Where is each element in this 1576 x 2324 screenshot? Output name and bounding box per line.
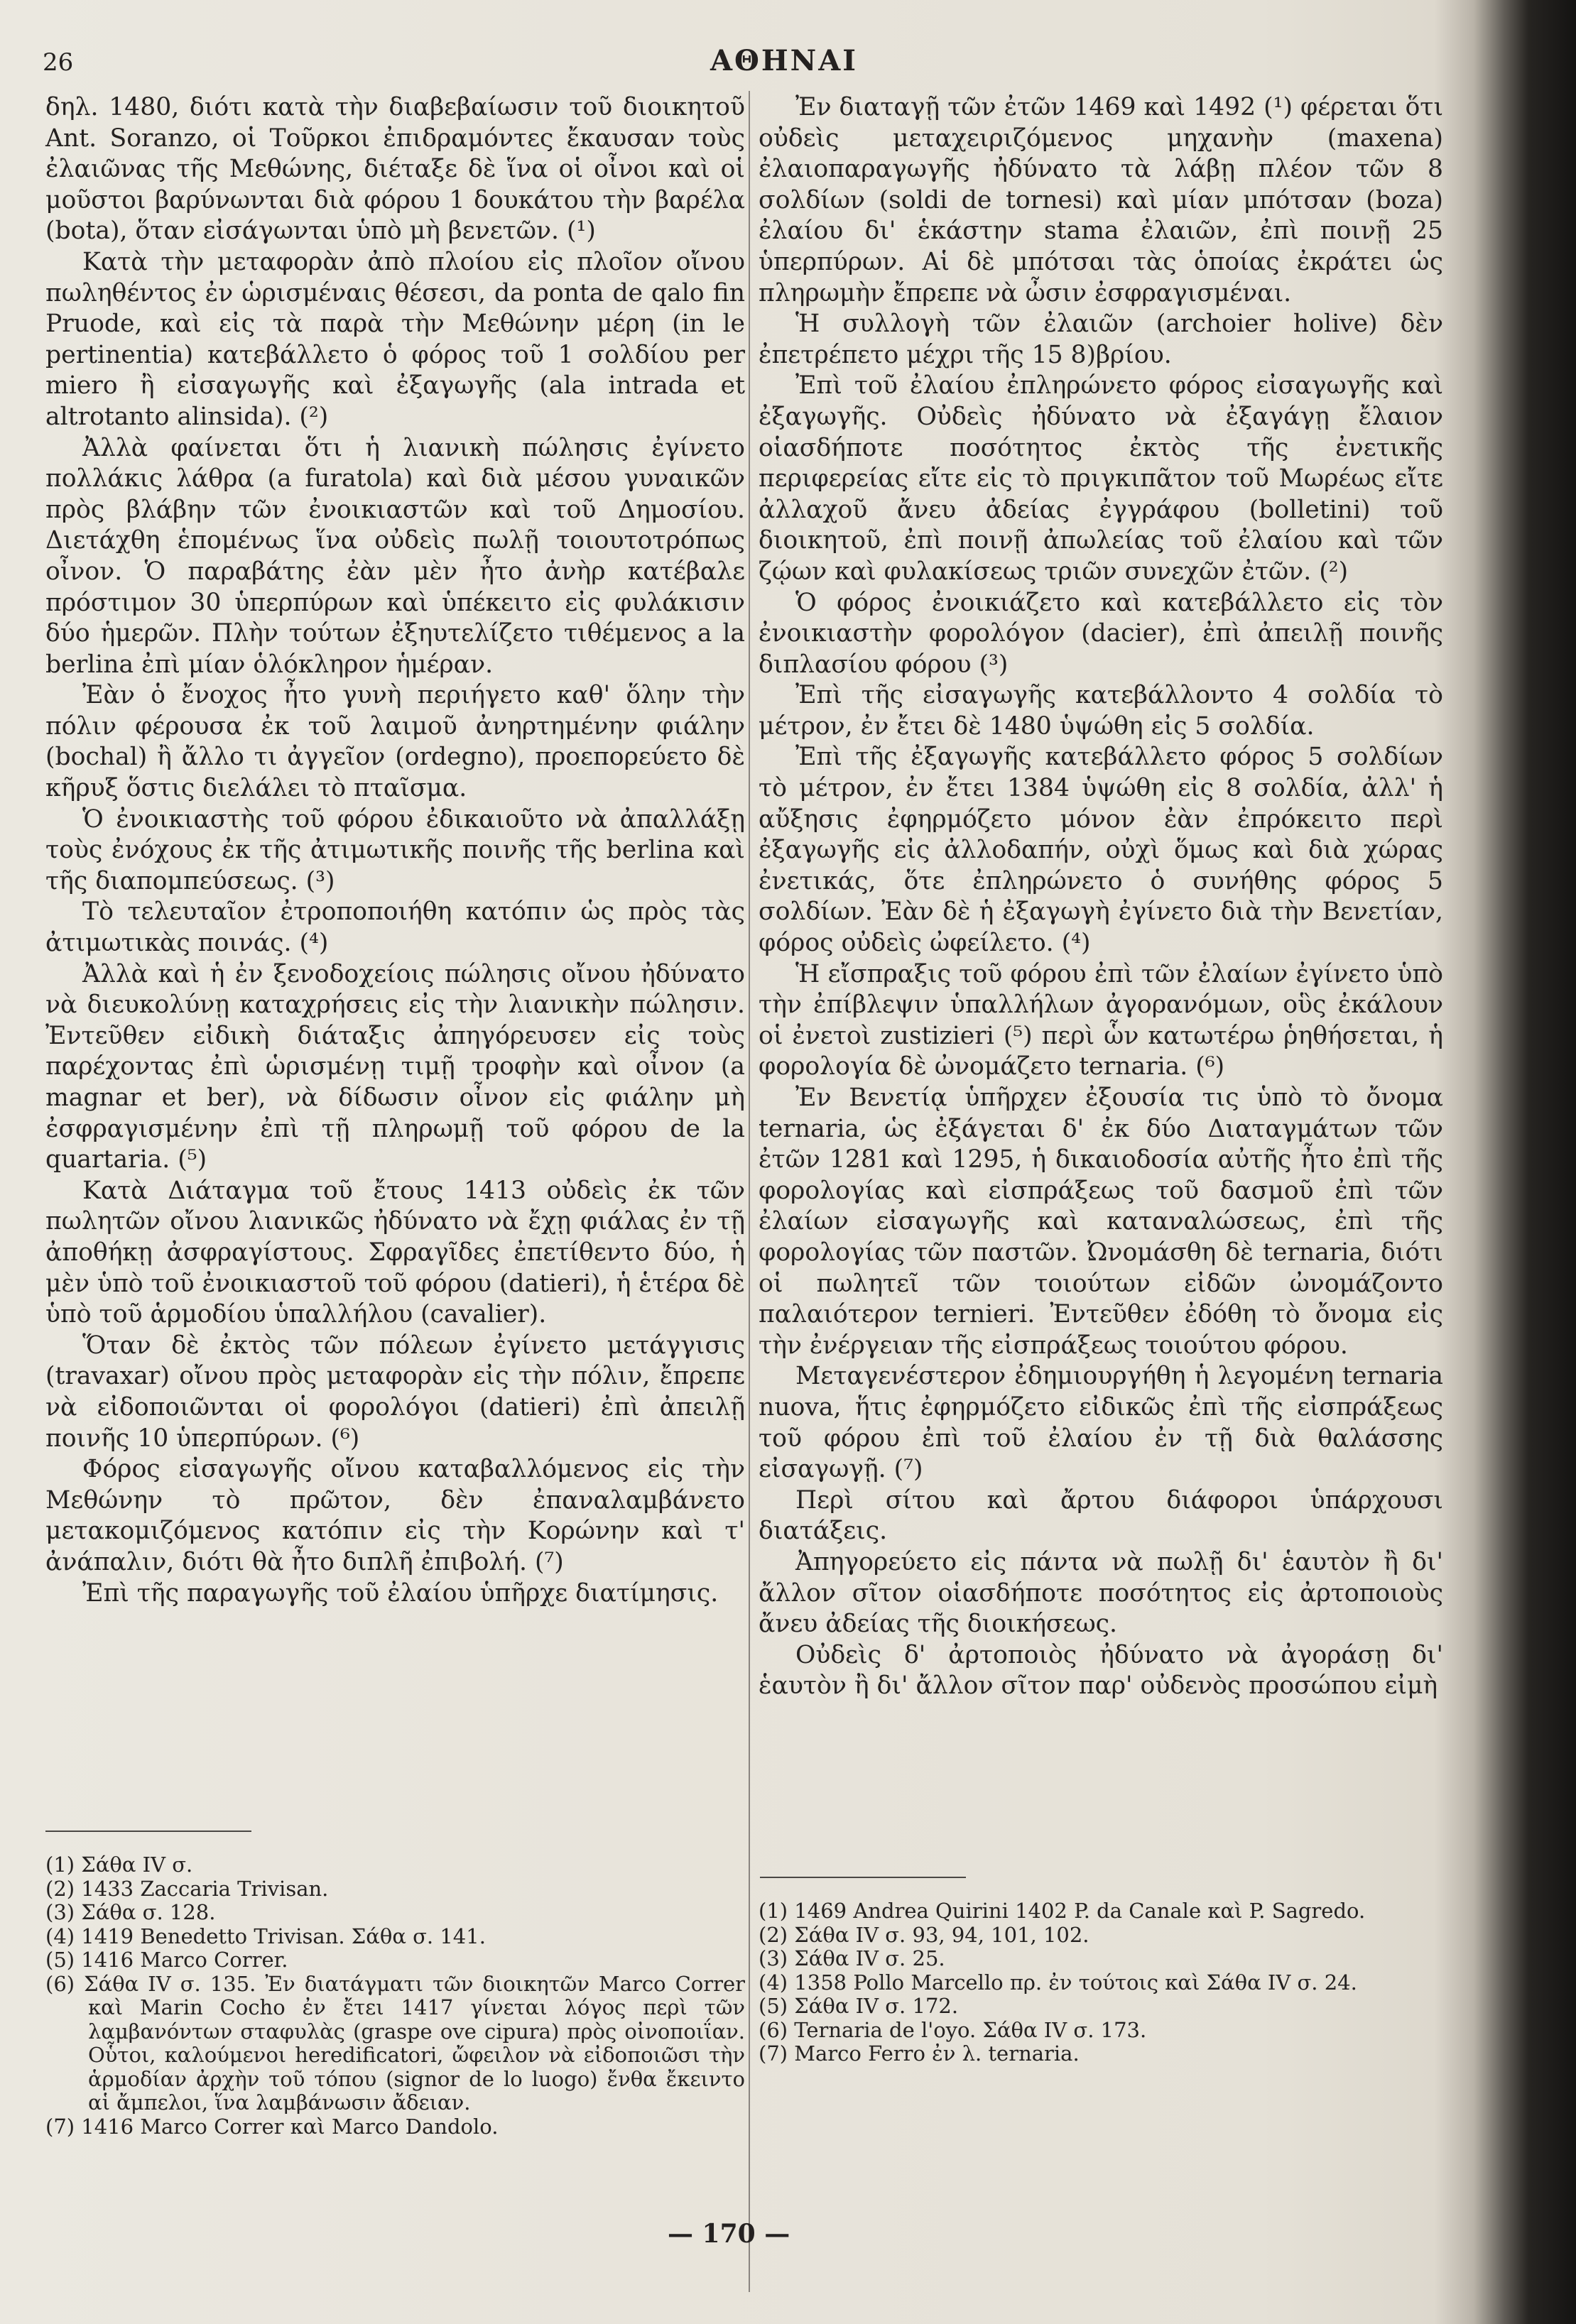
footnote: (5) Σάθα IV σ. 172. xyxy=(759,1994,959,2018)
footnote: (6) Σάθα IV σ. 135. Ἐν διατάγματι τῶν διοικητῶν Marco Correr καὶ Marin Cocho ἐν ἔτει 1417 γίνεται λόγος περὶ τῶν λαμβανόντων σταφυλὰς (graspe ove cipura) πρὸς οἰνοποιΐαν. Οὗτοι, καλούμενοι heredificatori, ὤφειλον νὰ εἰδοποιῶσι τὴν ἁρμοδίαν ἀρχὴν τοῦ τόπου (signor de lo luogo) ἔνθα ἔκειντο αἱ ἄμπελοι, ἵνα λαμβάνωσιν ἄδειαν. xyxy=(45,1971,745,2115)
footnote: (3) Σάθα IV σ. 25. xyxy=(759,1946,945,1970)
footnote: (7) Marco Ferro ἐν λ. ternaria. xyxy=(759,2041,1080,2066)
footnote: (1) Σάθα IV σ. xyxy=(45,1853,193,1877)
footnote-separator xyxy=(760,1877,966,1878)
paragraph: Ἐπὶ τῆς ἐξαγωγῆς κατεβάλλετο φόρος 5 σολδίων τὸ μέτρον, ἐν ἔτει 1384 ὑψώθη εἰς 8 σολδία, ἀλλ' ἡ αὔξησις ἐφηρμόζετο μόνον ἐὰν ἐπρόκειτο περὶ ἐξαγωγῆς εἰς ἀλλοδαπήν, οὐχὶ ὅμως καὶ διὰ χώρας ἐνετικάς, ὅτε ἐπληρώνετο ὁ συνήθης φόρος 5 σολδίων. Ἐὰν δὲ ἡ ἐξαγωγὴ ἐγίνετο διὰ τὴν Βενετίαν, φόρος οὐδεὶς ὠφείλετο. (⁴) xyxy=(759,743,1443,958)
paragraph: Κατὰ τὴν μεταφορὰν ἀπὸ πλοίου εἰς πλοῖον οἴνου πωληθέντος ἐν ὡρισμέναις θέσεσι, da ponta de qalo fin Pruode, καὶ εἰς τὰ παρὰ τὴν Μεθώνην μέρη (in le pertinentia) κατεβάλλετο ὁ φόρος τοῦ 1 σολδίου per miero ἢ εἰσαγωγῆς καὶ ἐξαγωγῆς (ala intrada et altrotanto alinsida). (²) xyxy=(45,247,745,431)
paragraph: Ὁ φόρος ἐνοικιάζετο καὶ κατεβάλλετο εἰς τὸν ἐνοικιαστὴν φορολόγον (dacier), ἐπὶ ἀπειλῇ ποινῆς διπλασίου φόρου (³) xyxy=(759,588,1443,679)
paragraph: Μεταγενέστερον ἐδημιουργήθη ἡ λεγομένη ternaria nuova, ἥτις ἐφηρμόζετο εἰδικῶς ἐπὶ τῆς εἰσπράξεως τοῦ φόρου ἐπὶ τοῦ ἐλαίου ἐν τῇ διὰ θαλάσσης εἰσαγωγῇ. (⁷) xyxy=(759,1362,1443,1484)
paragraph: Οὐδεὶς δ' ἀρτοποιὸς ἠδύνατο νὰ ἀγοράσῃ δι' ἑαυτὸν ἢ δι' ἄλλον σῖτον παρ' οὐδενὸς προσώπου εἰμὴ xyxy=(759,1640,1443,1701)
page-title: ΑΘΗΝΑΙ xyxy=(710,44,858,77)
footnote: (3) Σάθα σ. 128. xyxy=(45,1900,216,1924)
paragraph: Ἡ εἴσπραξις τοῦ φόρου ἐπὶ τῶν ἐλαίων ἐγίνετο ὑπὸ τὴν ἐπίβλεψιν ὑπαλλήλων ἀγορανόμων, οὓς ἐκάλουν οἱ ἐνετοὶ zustizieri (⁵) περὶ ὧν κατωτέρω ῥηθήσεται, ἡ φορολογία δὲ ὠνομάζετο ternaria. (⁶) xyxy=(759,959,1443,1081)
paragraph: Ἀλλὰ καὶ ἡ ἐν ξενοδοχείοις πώλησις οἴνου ἠδύνατο νὰ διευκολύνῃ καταχρήσεις εἰς τὴν λιανικὴν πώλησιν. Ἐντεῦθεν εἰδικὴ διάταξις ἀπηγόρευσεν εἰς τοὺς παρέχοντας ἐπὶ ὡρισμένῃ τιμῇ τροφὴν καὶ οἶνον (a magnar et ber), νὰ δίδωσιν οἶνον εἰς φιάλην μὴ ἐσφραγισμένην ἐπὶ τῇ πληρωμῇ τοῦ φόρου de la quartaria. (⁵) xyxy=(45,959,745,1174)
paragraph: Ὁ ἐνοικιαστὴς τοῦ φόρου ἐδικαιοῦτο νὰ ἀπαλλάξῃ τοὺς ἐνόχους ἐκ τῆς ἀτιμωτικῆς ποινῆς τῆς berlina καὶ τῆς διαπομπεύσεως. (³) xyxy=(45,804,745,895)
footnote: (4) 1358 Pollo Marcello πρ. ἐν τούτοις καὶ Σάθα IV σ. 24. xyxy=(759,1970,1357,1995)
paragraph: δηλ. 1480, διότι κατὰ τὴν διαβεβαίωσιν τοῦ διοικητοῦ Ant. Soranzo, οἱ Τοῦρκοι ἐπιδραμόντες ἔκαυσαν τοὺς ἐλαιῶνας τῆς Μεθώνης, διέταξε δὲ ἵνα οἱ οἶνοι καὶ οἱ μοῦστοι βαρύνωνται διὰ φόρου 1 δουκάτου τὴν βαρέλα (bota), ὅταν εἰσάγωνται ὑπὸ μὴ βενετῶν. (¹) xyxy=(45,93,745,246)
left-column xyxy=(45,92,745,1609)
paragraph: Ἐπὶ τῆς παραγωγῆς τοῦ ἐλαίου ὑπῆρχε διατίμησις. xyxy=(82,1578,719,1608)
paragraph: Τὸ τελευταῖον ἐτροποποιήθη κατόπιν ὡς πρὸς τὰς ἀτιμωτικὰς ποινάς. (⁴) xyxy=(45,898,745,958)
paragraph: Ἐπὶ τῆς εἰσαγωγῆς κατεβάλλοντο 4 σολδία τὸ μέτρον, ἐν ἔτει δὲ 1480 ὑψώθη εἰς 5 σολδία. xyxy=(759,681,1443,741)
page-number: 26 xyxy=(43,48,74,77)
paragraph: Κατὰ Διάταγμα τοῦ ἔτους 1413 οὐδεὶς ἐκ τῶν πωλητῶν οἴνου λιανικῶς ἠδύνατο νὰ ἔχῃ φιάλας ἐν τῇ ἀποθήκῃ ἀσφραγίστους. Σφραγῖδες ἐπετίθεντο δύο, ἡ μὲν ὑπὸ τοῦ ἐνοικιαστοῦ τοῦ φόρου (datieri), ἡ ἑτέρα δὲ ὑπὸ τοῦ ἁρμοδίου ὑπαλλήλου (cavalier). xyxy=(45,1176,745,1329)
running-head xyxy=(0,28,1576,85)
footnote-separator xyxy=(45,1831,251,1832)
paragraph: Ἐν Βενετίᾳ ὑπῆρχεν ἐξουσία τις ὑπὸ τὸ ὄνομα ternaria, ὡς ἐξάγεται δ' ἐκ δύο Διαταγμάτων τῶν ἐτῶν 1281 καὶ 1295, ἡ δικαιοδοσία αὐτῆς ἦτο ἐπὶ τῆς φορολογίας καὶ εἰσπράξεως τοῦ δασμοῦ ἐπὶ τῶν ἐλαίων εἰσαγωγῆς καὶ καταναλώσεως, ἐπὶ τῆς φορολογίας τῶν παστῶν. Ὠνομάσθη δὲ ternaria, διότι οἱ πωλητεῖ τῶν τοιούτων εἰδῶν ὠνομάζοντο παλαιότερον ternieri. Ἐντεῦθεν ἐδόθη τὸ ὄνομα εἰς τὴν ἐνέργειαν τῆς εἰσπράξεως τοιούτου φόρου. xyxy=(759,1084,1443,1360)
paragraph: Ἀπηγορεύετο εἰς πάντα νὰ πωλῇ δι' ἑαυτὸν ἢ δι' ἄλλον σῖτον οἱασδήποτε ποσότητος εἰς ἀρτοποιοὺς ἄνευ ἀδείας τῆς διοικήσεως. xyxy=(759,1547,1443,1639)
paragraph: Ἐπὶ τοῦ ἐλαίου ἐπληρώνετο φόρος εἰσαγωγῆς καὶ ἐξαγωγῆς. Οὐδεὶς ἠδύνατο νὰ ἐξαγάγῃ ἔλαιον οἱασδήποτε ποσότητος ἐκτὸς τῆς ἐνετικῆς περιφερείας εἴτε εἰς τὸ πριγκιπᾶτον τοῦ Μωρέως εἴτε ἀλλαχοῦ ἄνευ ἀδείας ἐγγράφου (bolletini) τοῦ διοικητοῦ, ἐπὶ ποινῇ ἀπωλείας τοῦ ἐλαίου καὶ τῶν ζῴων καὶ φυλακίσεως τριῶν συνεχῶν ἐτῶν. (²) xyxy=(759,371,1443,586)
footnote: (6) Ternaria de l'oyo. Σάθα IV σ. 173. xyxy=(759,2017,1147,2042)
footnote: (1) 1469 Andrea Quirini 1402 P. da Canale καὶ P. Sagredo. xyxy=(759,1899,1366,1923)
paragraph: Φόρος εἰσαγωγῆς οἴνου καταβαλλόμενος εἰς τὴν Μεθώνην τὸ πρῶτον, δὲν ἐπαναλαμβάνετο μετακομιζόμενος κατόπιν εἰς τὴν Κορώνην καὶ τ' ἀνάπαλιν, διότι θὰ ἦτο διπλῆ ἐπιβολή. (⁷) xyxy=(45,1455,745,1576)
paragraph: Ἐὰν ὁ ἔνοχος ἦτο γυνὴ περιήγετο καθ' ὅλην τὴν πόλιν φέρουσα ἐκ τοῦ λαιμοῦ ἀνηρτημένην φιάλην (bochal) ἢ ἄλλο τι ἀγγεῖον (ordegno), προεπορεύετο δὲ κῆρυξ ὅστις διελάλει τὸ πταῖσμα. xyxy=(45,681,745,803)
footnote: (2) 1433 Zaccaria Trivisan. xyxy=(45,1876,329,1901)
footnote: (4) 1419 Benedetto Trivisan. Σάθα σ. 141. xyxy=(45,1924,486,1948)
paragraph: Ὅταν δὲ ἐκτὸς τῶν πόλεων ἐγίνετο μετάγγισις (travaxar) οἴνου πρὸς μεταφορὰν εἰς τὴν πόλιν, ἔπρεπε νὰ εἰδοποιῶνται οἱ φορολόγοι (datieri) ἐπὶ ἀπειλῇ ποινῆς 10 ὑπερπύρων. (⁶) xyxy=(45,1331,745,1453)
right-column xyxy=(759,92,1443,1702)
column-rule xyxy=(749,91,750,2292)
right-footnotes xyxy=(759,1899,1443,2066)
paragraph: Περὶ σίτου καὶ ἄρτου διάφοροι ὑπάρχουσι διατάξεις. xyxy=(759,1485,1443,1546)
footnote: (2) Σάθα IV σ. 93, 94, 101, 102. xyxy=(759,1922,1089,1947)
folio-number: — 170 — xyxy=(668,2219,790,2249)
left-footnotes xyxy=(45,1853,745,2139)
paragraph: Ἀλλὰ φαίνεται ὅτι ἡ λιανικὴ πώλησις ἐγίνετο πολλάκις λάθρα (a furatola) καὶ διὰ μέσου γυναικῶν πρὸς βλάβην τῶν ἐνοικιαστῶν καὶ τοῦ Δημοσίου. Διετάχθη ἑπομένως ἵνα οὐδεὶς πωλῇ τοιουτοτρόπως οἶνον. Ὁ παραβάτης ἐὰν μὲν ἦτο ἀνὴρ κατέβαλε πρόστιμον 30 ὑπερπύρων καὶ ὑπέκειτο εἰς φυλάκισιν δύο ἡμερῶν. Πλὴν τούτων ἐξηυτελίζετο τιθέμενος a la berlina ἐπὶ μίαν ὁλόκληρον ἡμέραν. xyxy=(45,433,745,679)
footnote: (7) 1416 Marco Correr καὶ Marco Dandolo. xyxy=(45,2114,499,2139)
footnote: (5) 1416 Marco Correr. xyxy=(45,1948,288,1972)
paragraph: Ἡ συλλογὴ τῶν ἐλαιῶν (archoier holive) δὲν ἐπετρέπετο μέχρι τῆς 15 8)βρίου. xyxy=(759,310,1443,369)
paragraph: Ἐν διαταγῇ τῶν ἐτῶν 1469 καὶ 1492 (¹) φέρεται ὅτι οὐδεὶς μεταχειριζόμενος μηχανὴν (maxena) ἐλαιοπαραγωγῆς ἠδύνατο τὰ λάβῃ πλέον τῶν 8 σολδίων (soldi de tornesi) καὶ μίαν μπότσαν (boza) ἐλαίου δι' ἑκάστην stama ἐλαιῶν, ἐπὶ ποινῇ 25 ὑπερπύρων. Αἱ δὲ μπότσαι τὰς ὁποίας ἐκράτει ὡς πληρωμὴν ἔπρεπε νὰ ὦσιν ἐσφραγισμέναι. xyxy=(759,93,1443,307)
